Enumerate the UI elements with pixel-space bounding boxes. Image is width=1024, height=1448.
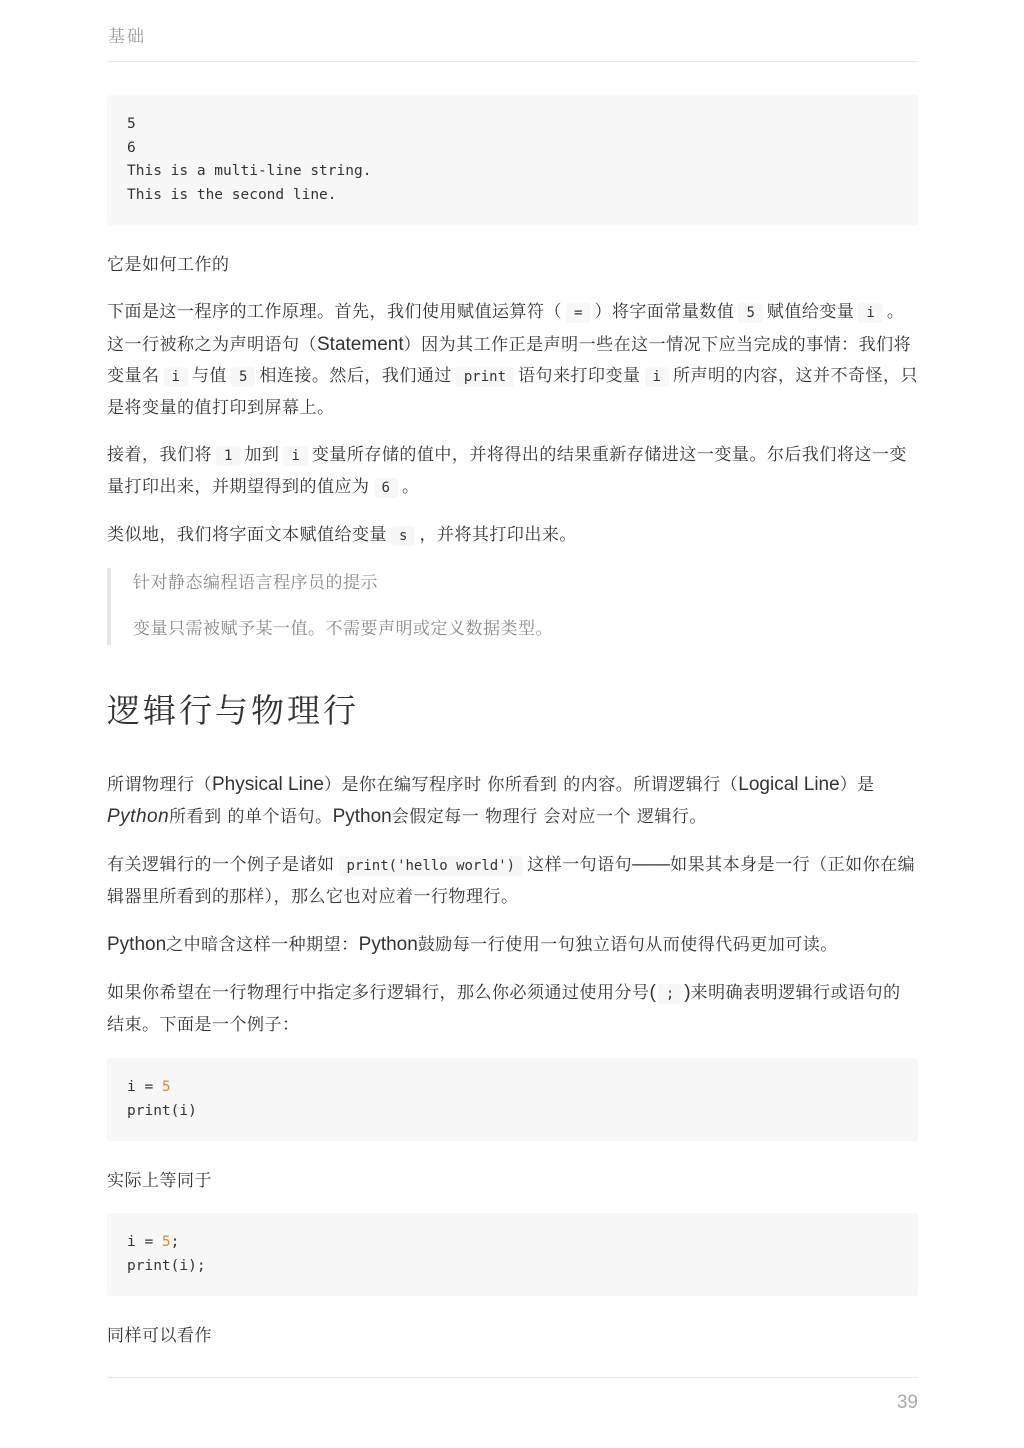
code-line: 5 bbox=[127, 116, 136, 132]
inline-code: 1 bbox=[216, 446, 240, 466]
code-block-semicolon: i = 5; print(i); bbox=[107, 1213, 918, 1296]
header-title: 基础 bbox=[108, 27, 146, 47]
paragraph-equivalent: 实际上等同于 bbox=[107, 1171, 212, 1191]
inline-code: 5 bbox=[738, 303, 762, 323]
tip-title: 针对静态编程语言程序员的提示 bbox=[133, 573, 378, 593]
page-number: 39 bbox=[896, 1392, 918, 1413]
inline-code: i bbox=[283, 446, 307, 466]
paragraph-example: 有关逻辑行的一个例子是诸如 print('hello world') 这样一句语句——如果其本身是一行（正如你在编辑器里所看到的那样），那么它也对应着一行物理行。 bbox=[107, 854, 916, 907]
inline-code: 5 bbox=[231, 367, 255, 387]
inline-code: i bbox=[645, 367, 669, 387]
code-block-example: i = 5 print(i) bbox=[107, 1058, 918, 1141]
inline-code: i bbox=[164, 367, 188, 387]
section-heading: 逻辑行与物理行 bbox=[107, 691, 359, 730]
code-line: This is a multi-line string. bbox=[127, 163, 372, 179]
code-line: 6 bbox=[127, 139, 136, 156]
paragraph-explanation: 下面是这一程序的工作原理。首先，我们使用赋值运算符（ = ）将字面常量数值 5 赋值给变量 i 。这一行被称之为声明语句（Statement）因为其工作正是声明一些在这一情况下应当完成的事情：我们将变量名 i 与值 5 相连接。然后，我们通过 print 语句来打印变量 i 所声明的内容，这并不奇怪，只是将变量的值打印到屏幕上。 bbox=[107, 302, 918, 418]
inline-code: s bbox=[391, 526, 415, 546]
paragraph-readability: Python之中暗含这样一种期望：Python鼓励每一行使用一句独立语句从而使得代码更加可读。 bbox=[107, 934, 838, 955]
page-content bbox=[107, 95, 918, 1352]
inline-code: print bbox=[456, 367, 514, 387]
page-footer bbox=[108, 1377, 918, 1413]
paragraph-physical-logical: 所谓物理行（Physical Line）是你在编写程序时 你所看到 的内容。所谓逻辑行（Logical Line）是Python所看到 的单个语句。Python会假定每一 物理行 会对应一个 逻辑行。 bbox=[107, 774, 875, 827]
code-line: This is the second line. bbox=[127, 186, 337, 203]
paragraph-same-as: 同样可以看作 bbox=[107, 1326, 212, 1346]
inline-code: i bbox=[858, 303, 882, 323]
paragraph-semicolon: 如果你希望在一行物理行中指定多行逻辑行，那么你必须通过使用分号( ; )来明确表明逻辑行或语句的结束。下面是一个例子： bbox=[107, 982, 901, 1035]
inline-code: = bbox=[566, 303, 590, 323]
paragraph-increment: 接着，我们将 1 加到 i 变量所存储的值中，并将得出的结果重新存储进这一变量。尔后我们将这一变量打印出来，并期望得到的值应为 6 。 bbox=[107, 445, 907, 497]
how-it-works-label: 它是如何工作的 bbox=[107, 255, 230, 275]
inline-code: print('hello world') bbox=[339, 856, 524, 876]
inline-code: ; bbox=[658, 984, 682, 1004]
paragraph-string: 类似地，我们将字面文本赋值给变量 s ，并将其打印出来。 bbox=[107, 525, 577, 545]
page-header bbox=[108, 22, 918, 62]
tip-blockquote bbox=[107, 568, 918, 645]
code-block-output bbox=[107, 95, 918, 225]
tip-body: 变量只需被赋予某一值。不需要声明或定义数据类型。 bbox=[133, 619, 553, 639]
inline-code: 6 bbox=[374, 478, 398, 498]
